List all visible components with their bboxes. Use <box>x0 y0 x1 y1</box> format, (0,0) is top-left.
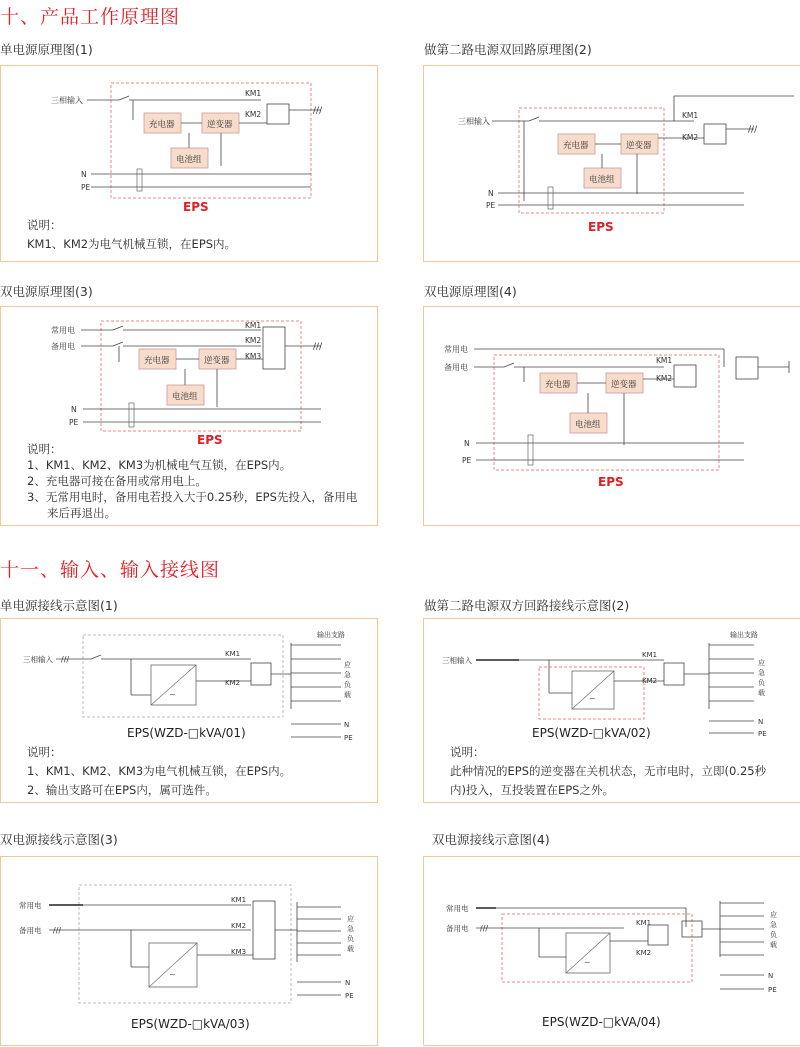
charger-label: 充电器 <box>144 356 170 366</box>
km3-label: KM3 <box>245 352 262 361</box>
svg-text:///: /// <box>53 926 62 935</box>
battery-label: 电池组 <box>575 420 601 430</box>
km1-label: KM1 <box>656 356 673 365</box>
km1-label: KM1 <box>231 896 247 904</box>
diagram-4-caption: 双电源原理图(4) <box>424 284 517 299</box>
backup-power-label: 备用电 <box>19 926 42 935</box>
load-char: 应 <box>347 915 354 923</box>
note-line: 1、KM1、KM2、KM3为机械电气互锁，在EPS内。 <box>27 458 292 472</box>
battery-label: 电池组 <box>176 155 202 165</box>
diagram-1-caption: 单电源原理图(1) <box>0 42 93 57</box>
km2-label: KM2 <box>245 110 262 119</box>
eps-label: EPS <box>588 220 614 234</box>
n-label: N <box>345 979 351 987</box>
wiring-2-model: EPS(WZD-□kVA/02) <box>532 726 651 740</box>
km2-label: KM2 <box>225 679 241 687</box>
load-char: 应 <box>758 659 765 667</box>
svg-text:~: ~ <box>584 958 591 967</box>
eps-boundary <box>519 108 664 213</box>
three-phase-label: 三相输入 <box>442 656 472 665</box>
km2-label: KM2 <box>642 677 658 685</box>
note-line: 说明： <box>27 218 62 232</box>
n-label: N <box>81 170 87 179</box>
wiring-1-note <box>27 743 291 800</box>
note-line: 1、KM1、KM2、KM3为电气机械互锁，在EPS内。 <box>27 764 292 778</box>
svg-text:///: /// <box>313 342 323 352</box>
km1-label: KM1 <box>245 89 262 98</box>
inverter-label: 逆变器 <box>611 380 637 390</box>
eps-boundary <box>101 321 301 431</box>
pe-label: PE <box>486 201 496 210</box>
pe-label: PE <box>69 418 79 427</box>
svg-text:///: /// <box>748 125 758 135</box>
load-char: 载 <box>344 691 351 699</box>
note-line: 说明： <box>27 442 62 456</box>
battery-label: 电池组 <box>172 392 198 402</box>
km1-label: KM1 <box>245 321 262 330</box>
charger-label: 充电器 <box>563 141 589 151</box>
note-line: 2、充电器可接在备用或常用电上。 <box>27 474 207 488</box>
battery-label: 电池组 <box>589 175 615 185</box>
km2-label: KM2 <box>636 949 652 957</box>
svg-text:~: ~ <box>589 694 596 703</box>
load-char: 负 <box>758 679 765 687</box>
eps-label: EPS <box>183 200 209 214</box>
load-char: 急 <box>344 671 351 679</box>
n-label: N <box>758 718 764 726</box>
charger-label: 充电器 <box>545 380 571 390</box>
wiring-2-note <box>450 743 766 800</box>
output-branch-label: 输出支路 <box>730 631 758 639</box>
eps-label: EPS <box>197 433 223 447</box>
km1-label: KM1 <box>682 111 699 120</box>
note-line: 3、无常用电时，备用电若投入大于0.25秒，EPS先投入，备用电 <box>27 490 358 504</box>
load-char: 急 <box>770 921 777 929</box>
diagram-1-frame <box>0 65 378 262</box>
note-line: 内)投入，互投装置在EPS之外。 <box>450 783 614 797</box>
load-char: 载 <box>770 941 777 949</box>
svg-text:///: /// <box>313 106 323 116</box>
main-power-label: 常用电 <box>444 345 468 354</box>
load-char: 负 <box>344 681 351 689</box>
wiring-1-model: EPS(WZD-□kVA/01) <box>127 726 246 740</box>
load-char: 载 <box>758 689 765 697</box>
load-char: 负 <box>347 935 354 943</box>
svg-text:~: ~ <box>169 970 176 979</box>
diagram-3-caption: 双电源原理图(3) <box>0 284 93 299</box>
n-label: N <box>488 189 494 198</box>
km2-label: KM2 <box>682 133 699 142</box>
km1-label: KM1 <box>225 650 241 658</box>
svg-text:///: /// <box>61 655 70 664</box>
section-title-11: 十一、输入、输入接线图 <box>0 559 221 581</box>
load-char: 急 <box>758 669 765 677</box>
n-label: N <box>71 405 77 414</box>
diagram-2-caption: 做第二路电源双回路原理图(2) <box>424 42 592 57</box>
wiring-3-caption: 双电源接线示意图(3) <box>0 832 118 847</box>
main-power-label: 常用电 <box>19 901 42 910</box>
svg-text:///: /// <box>480 924 489 933</box>
diagram-1-note <box>27 216 236 254</box>
wiring-2-caption: 做第二路电源双方回路接线示意图(2) <box>424 598 630 613</box>
wiring-1-caption: 单电源接线示意图(1) <box>0 598 118 613</box>
inverter-label: 逆变器 <box>626 141 652 151</box>
wiring-4-model: EPS(WZD-□kVA/04) <box>542 1015 661 1029</box>
km2-label: KM2 <box>245 336 262 345</box>
svg-text:~: ~ <box>169 690 176 699</box>
load-char: 应 <box>344 661 351 669</box>
n-label: N <box>344 721 350 729</box>
three-phase-label: 三相输入 <box>458 117 490 126</box>
inverter-label: 逆变器 <box>207 120 233 130</box>
km1-label: KM1 <box>642 651 658 659</box>
diagram-3-frame <box>0 306 378 526</box>
note-line: 此种情况的EPS的逆变器在关机状态，无市电时，立即(0.25秒 <box>450 764 767 778</box>
note-line: 说明： <box>27 745 62 759</box>
eps-boundary <box>79 885 291 1003</box>
section-title-10: 十、产品工作原理图 <box>0 6 181 28</box>
main-power-label: 常用电 <box>51 326 75 335</box>
wiring-1-frame <box>0 618 378 803</box>
note-line: 说明： <box>450 745 485 759</box>
pe-label: PE <box>462 456 472 465</box>
diagram-3-note <box>27 441 357 521</box>
pe-label: PE <box>344 734 353 742</box>
wiring-2-frame <box>423 618 800 803</box>
n-label: N <box>768 972 774 980</box>
note-line: 来后再退出。 <box>47 506 116 520</box>
inverter-label: 逆变器 <box>204 356 230 366</box>
wiring-3-model: EPS(WZD-□kVA/03) <box>131 1017 250 1031</box>
km1-label: KM1 <box>636 919 652 927</box>
backup-power-label: 备用电 <box>446 924 469 933</box>
three-phase-label: 三相输入 <box>23 655 53 664</box>
eps-boundary <box>502 914 692 982</box>
km2-label: KM2 <box>231 922 247 930</box>
main-power-label: 常用电 <box>446 904 469 913</box>
pe-label: PE <box>81 183 91 192</box>
diagram-2-frame <box>423 65 800 262</box>
note-line: 2、输出支路可在EPS内，属可选件。 <box>27 783 217 797</box>
pe-label: PE <box>758 730 767 738</box>
eps-label: EPS <box>598 475 624 489</box>
load-char: 急 <box>347 925 354 933</box>
pe-label: PE <box>345 992 354 1000</box>
output-branch-label: 输出支路 <box>317 631 345 639</box>
load-char: 负 <box>770 931 777 939</box>
load-char: 载 <box>347 945 354 953</box>
three-phase-label: 三相输入 <box>51 96 83 105</box>
note-line: KM1、KM2为电气机械互锁，在EPS内。 <box>27 237 237 251</box>
wiring-4-frame <box>423 856 800 1046</box>
diagram-4-frame <box>423 306 800 526</box>
pe-label: PE <box>768 986 777 994</box>
km2-label: KM2 <box>656 374 673 383</box>
km3-label: KM3 <box>231 948 247 956</box>
backup-power-label: 备用电 <box>51 342 75 351</box>
diagram-4-schematic <box>424 307 800 525</box>
charger-label: 充电器 <box>149 120 175 130</box>
backup-power-label: 备用电 <box>444 363 468 372</box>
n-label: N <box>464 439 470 448</box>
wiring-4-caption: 双电源接线示意图(4) <box>432 832 550 847</box>
wiring-3-frame <box>0 856 378 1046</box>
load-char: 应 <box>770 911 777 919</box>
